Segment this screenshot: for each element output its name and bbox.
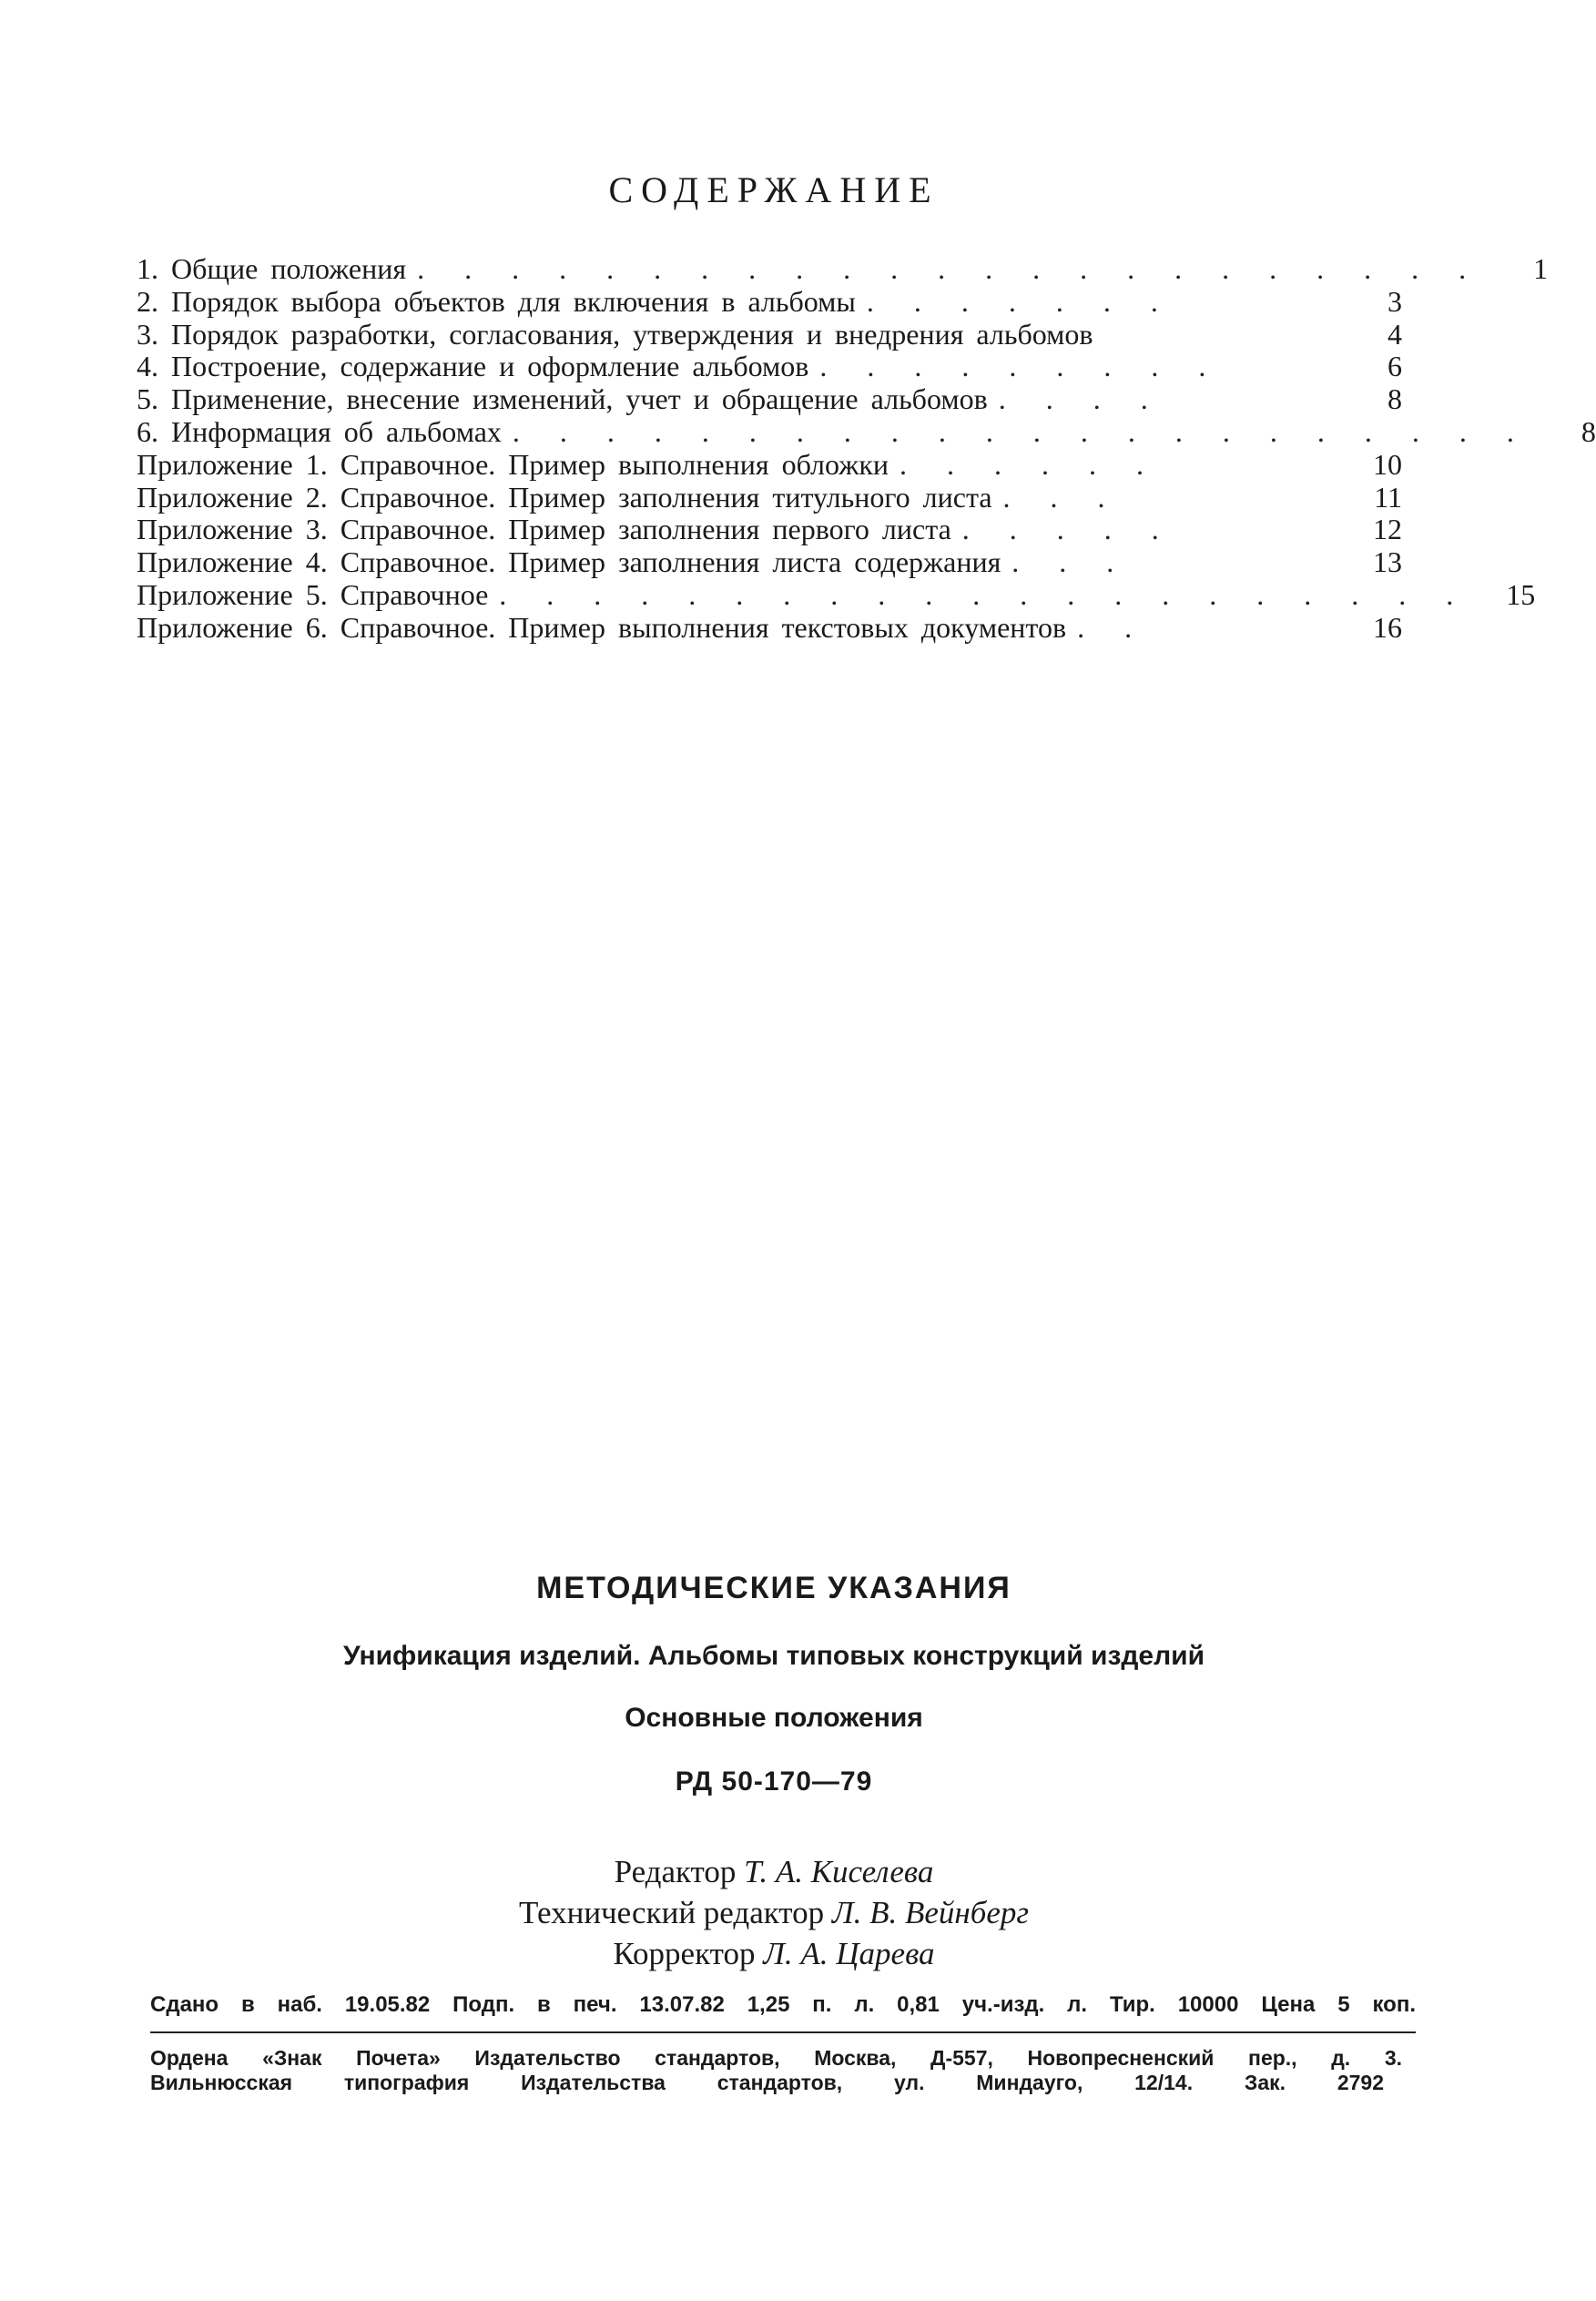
credit-line-tech-editor [0, 1892, 1548, 1933]
horizontal-divider [150, 2031, 1416, 2033]
toc-entry-page: 15 [1506, 577, 1536, 611]
toc-entry-leader: . . . . . . . . . . . . . . . . . . . . . . . [417, 252, 1483, 285]
credit-role: Технический редактор [518, 1895, 825, 1930]
toc-entry-leader: . . . . . . . . . [819, 350, 1223, 383]
toc-entry [137, 449, 1402, 482]
toc-entry [137, 383, 1402, 416]
credit-name: Л. В. Вейнберг [831, 1895, 1030, 1930]
toc-title: СОДЕРЖАНИЕ [608, 169, 940, 210]
printer-info [150, 2046, 1402, 2095]
credit-line-proofreader [0, 1933, 1548, 1974]
toc-entry [137, 546, 1402, 579]
document-code: РД 50-170—79 [675, 1766, 873, 1797]
credit-role: Корректор [613, 1936, 756, 1971]
toc-entry-page: 4 [1388, 317, 1402, 351]
toc-entry [137, 577, 1536, 612]
table-of-contents [137, 252, 1596, 645]
toc-entry-page: 11 [1374, 480, 1402, 514]
toc-entry-page: 1 [1533, 252, 1549, 285]
toc-entry [137, 414, 1596, 449]
toc-entry-page: 16 [1373, 610, 1402, 644]
toc-entry-leader: . . [1077, 610, 1149, 644]
credit-name: Л. А. Царева [763, 1936, 935, 1971]
imprint-block [0, 1571, 1548, 1841]
toc-entry-text: 6. Информация об альбомах [137, 414, 502, 448]
toc-entry-page: 6 [1388, 350, 1402, 383]
toc-entry-text: 3. Порядок разработки, согласования, утверждения и внедрения альбомов [137, 317, 1093, 351]
toc-entry-leader: . . . . . . . . . . . . . . . . . . . . . . [512, 414, 1530, 448]
toc-entry-page: 12 [1373, 513, 1402, 546]
toc-entry-page: 10 [1373, 447, 1402, 481]
toc-entry-page: 13 [1373, 545, 1402, 579]
toc-entry-text: 5. Применение, внесение изменений, учет и обращение альбомов [137, 382, 988, 416]
credit-name: Т. А. Киселева [744, 1854, 934, 1889]
toc-entry-text: 1. Общие положения [137, 252, 407, 285]
toc-entry-text: Приложение 2. Справочное. Пример заполнения титульного листа [137, 480, 992, 514]
toc-entry-text: Приложение 1. Справочное. Пример выполнения обложки [137, 447, 889, 481]
toc-entry-text: Приложение 3. Справочное. Пример заполнения первого листа [137, 513, 951, 546]
toc-entry [137, 351, 1402, 383]
toc-entry-page: 8 [1388, 382, 1402, 416]
toc-entry [137, 612, 1402, 645]
toc-entry [137, 514, 1402, 546]
toc-entry-page: 3 [1388, 284, 1402, 318]
toc-entry-leader: . . . [1011, 545, 1131, 579]
document-type-heading: МЕТОДИЧЕСКИЕ УКАЗАНИЯ [536, 1571, 1011, 1605]
document-subtitle-2: Основные положения [625, 1703, 923, 1733]
toc-entry-leader: . . . [1002, 480, 1122, 514]
toc-entry-leader: . . . . . [961, 513, 1175, 546]
toc-entry-text: 2. Порядок выбора объектов для включения в альбомы [137, 284, 856, 318]
printer-line: Вильнюсская типография Издательства стандартов, ул. Миндауго, 12/14. Зак. 2792 [150, 2071, 1384, 2094]
toc-entry-leader: . . . . . . . [866, 284, 1174, 318]
credits-block [0, 1851, 1548, 1974]
toc-entry-text: Приложение 4. Справочное. Пример заполнения листа содержания [137, 545, 1001, 579]
toc-entry [137, 286, 1402, 319]
document-subtitle: Унификация изделий. Альбомы типовых конструкций изделий [342, 1641, 1205, 1671]
toc-entry-leader: . . . . [998, 382, 1164, 416]
toc-entry [137, 482, 1402, 514]
credit-line-editor [0, 1851, 1548, 1892]
toc-entry-leader: . . . . . . . . . . . . . . . . . . . . . [499, 577, 1470, 611]
publisher-line: Ордена «Знак Почета» Издательство стандартов, Москва, Д-557, Новопресненский пер., д. 3. [150, 2046, 1402, 2070]
toc-entry-page: 8 [1581, 414, 1596, 448]
toc-entry-text: 4. Построение, содержание и оформление альбомов [137, 350, 809, 383]
toc-entry-text: Приложение 5. Справочное [137, 577, 489, 611]
publication-details: Сдано в наб. 19.05.82 Подп. в печ. 13.07.82 1,25 п. л. 0,81 уч.-изд. л. Тир. 10000 Цена 5 коп. [150, 1992, 1416, 2017]
toc-entry [137, 319, 1402, 351]
toc-entry-text: Приложение 6. Справочное. Пример выполнения текстовых документов [137, 610, 1067, 644]
toc-entry-leader: . . . . . . [900, 447, 1160, 481]
credit-role: Редактор [614, 1854, 737, 1889]
toc-entry [137, 252, 1549, 286]
